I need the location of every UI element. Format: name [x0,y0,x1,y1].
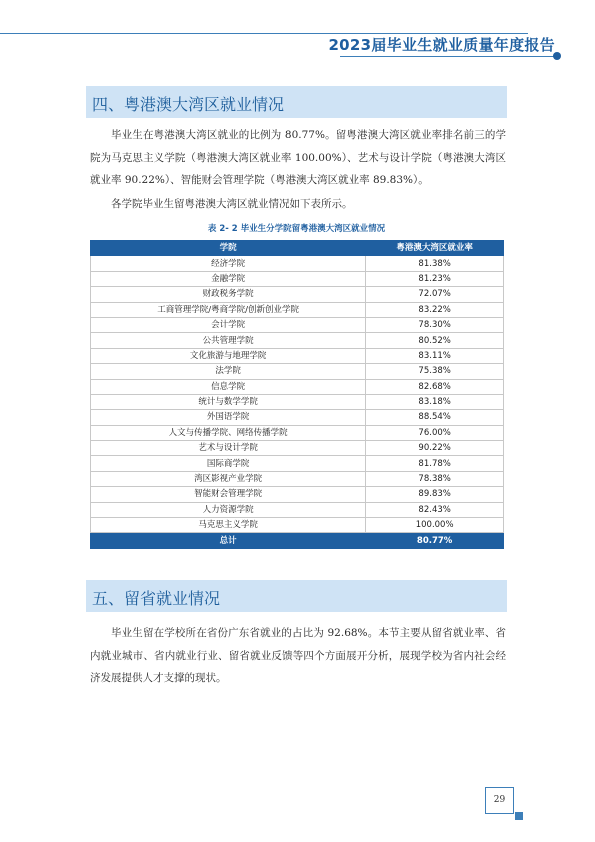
college-cell: 经济学院 [91,256,366,271]
rate-cell: 76.00% [366,425,504,440]
rate-cell: 88.54% [366,410,504,425]
rate-cell: 78.38% [366,471,504,486]
header-rate: 粤港澳大湾区就业率 [366,241,504,256]
table-row [91,487,504,502]
college-cell: 统计与数学学院 [91,394,366,409]
rate-cell: 83.11% [366,348,504,363]
rate-cell: 80.52% [366,333,504,348]
college-cell: 人力资源学院 [91,502,366,517]
section-5-paragraph-1: 毕业生留在学校所在省份广东省就业的占比为 92.68%。本节主要从留省就业率、省内就业城市、省内就业行业、留省就业反馈等四个方面展开分析，展现学校为省内社会经济发展提供人才支撑的现状。 [90,627,506,684]
rate-cell: 72.07% [366,287,504,302]
total-rate: 80.77% [366,533,504,548]
section-4-paragraph-2: 各学院毕业生留粤港澳大湾区就业情况如下表所示。 [111,198,353,210]
table-row [91,502,504,517]
college-cell: 人文与传播学院、网络传播学院 [91,425,366,440]
total-label: 总计 [91,533,366,548]
rate-cell: 82.43% [366,502,504,517]
table-row [91,333,504,348]
college-cell: 智能财会管理学院 [91,487,366,502]
table-row [91,518,504,533]
page-corner-square [515,812,523,820]
rate-cell: 81.38% [366,256,504,271]
college-cell: 法学院 [91,364,366,379]
page-number-box [485,787,514,814]
table-row [91,425,504,440]
table-row [91,317,504,332]
table-row [91,471,504,486]
college-rate-table [90,240,504,549]
rate-cell: 81.78% [366,456,504,471]
rate-cell: 83.22% [366,302,504,317]
rate-cell: 78.30% [366,317,504,332]
section-4-band [86,86,507,118]
header-college: 学院 [91,241,366,256]
rate-cell: 83.18% [366,394,504,409]
college-cell: 文化旅游与地理学院 [91,348,366,363]
table-header-row [91,241,504,256]
table-row [91,256,504,271]
college-cell: 外国语学院 [91,410,366,425]
report-title: 2023届毕业生就业质量年度报告 [328,36,555,54]
rate-cell: 100.00% [366,518,504,533]
college-cell: 公共管理学院 [91,333,366,348]
rate-cell: 89.83% [366,487,504,502]
college-cell: 信息学院 [91,379,366,394]
college-cell: 国际商学院 [91,456,366,471]
section-4-paragraph-1: 毕业生在粤港澳大湾区就业的比例为 80.77%。留粤港澳大湾区就业率排名前三的学院为马克思主义学院（粤港澳大湾区就业率 100.00%）、艺术与设计学院（粤港澳大湾区就业率 90.22%）、智能财会管理学院（粤港澳大湾区就业率 89.83%）。 [90,129,506,186]
table-row [91,348,504,363]
table-row [91,379,504,394]
section-5-band [86,580,507,612]
college-cell: 湾区影视产业学院 [91,471,366,486]
rate-cell: 82.68% [366,379,504,394]
college-cell: 工商管理学院/粤商学院/创新创业学院 [91,302,366,317]
table-row [91,456,504,471]
table-row [91,364,504,379]
college-cell: 会计学院 [91,317,366,332]
section-5-title: 五、留省就业情况 [92,589,221,608]
table-row [91,302,504,317]
college-cell: 金融学院 [91,271,366,286]
table-caption: 表 2- 2 毕业生分学院留粤港澳大湾区就业情况 [207,224,386,234]
table-row [91,394,504,409]
table-row [91,287,504,302]
college-cell: 马克思主义学院 [91,518,366,533]
table-row [91,441,504,456]
section-4-title: 四、粤港澳大湾区就业情况 [92,95,285,114]
table-row [91,271,504,286]
rate-cell: 90.22% [366,441,504,456]
page-number: 29 [493,795,506,805]
rate-cell: 81.23% [366,271,504,286]
header-rule-lower [340,56,560,57]
table-row [91,410,504,425]
table-total-row [91,533,504,548]
college-cell: 艺术与设计学院 [91,441,366,456]
rate-cell: 75.38% [366,364,504,379]
college-cell: 财政税务学院 [91,287,366,302]
